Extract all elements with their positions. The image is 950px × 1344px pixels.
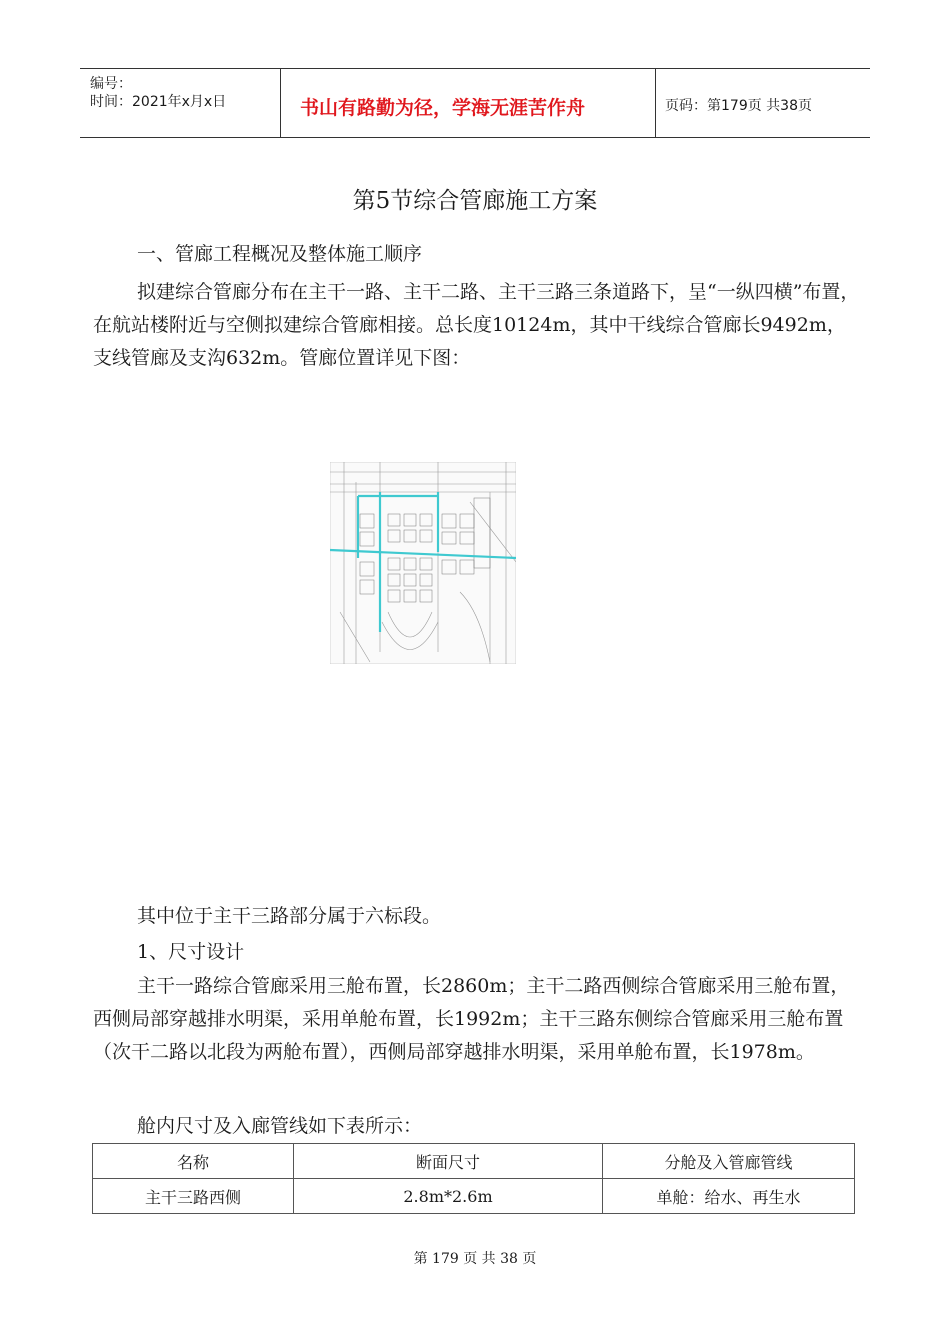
paragraph-table-intro: 舱内尺寸及入廊管线如下表所示： <box>137 1115 423 1137</box>
table-cell: 主干三路西侧 <box>93 1179 294 1214</box>
header-table <box>80 68 870 138</box>
date-line: 时间：2021年x月x日 <box>90 94 227 110</box>
page-info: 页码：第179页 共38页 <box>665 98 812 114</box>
corridor-site-plan <box>330 462 516 664</box>
motto-text: 书山有路勤为径，学海无涯苦作舟 <box>300 97 586 119</box>
code-label: 编号： <box>90 76 132 92</box>
table-cell: 单舱：给水、再生水 <box>603 1179 855 1214</box>
paragraph-overview: 拟建综合管廊分布在主干一路、主干二路、主干三路三条道路下，呈“一纵四横”布置，在航站楼附近与空侧拟建综合管廊相接。总长度10124m，其中干线综合管廊长9492m，支线管廊及支沟632m。管廊位置详见下图： <box>93 281 860 369</box>
table-header-cell: 名称 <box>93 1144 294 1179</box>
table-row <box>93 1179 855 1214</box>
header-left-cell <box>80 69 281 137</box>
page-title: 第5节综合管廊施工方案 <box>352 188 598 214</box>
paragraph-section-note: 其中位于主干三路部分属于六标段。 <box>137 905 442 927</box>
header-page-cell <box>655 69 870 137</box>
table-header-cell: 分舱及入管廊管线 <box>603 1144 855 1179</box>
section2-heading: 1、尺寸设计 <box>137 941 245 963</box>
cabin-size-table <box>92 1143 855 1214</box>
header-motto-cell <box>280 69 656 137</box>
table-cell: 2.8m*2.6m <box>294 1179 603 1214</box>
section1-heading: 一、管廊工程概况及整体施工顺序 <box>137 243 423 265</box>
paragraph-dimensions: 主干一路综合管廊采用三舱布置，长2860m；主干二路西侧综合管廊采用三舱布置，西侧局部穿越排水明渠，采用单舱布置，长1992m；主干三路东侧综合管廊采用三舱布置（次干二路以北段为两舱布置），西侧局部穿越排水明渠，采用单舱布置，长1978m。 <box>93 975 850 1063</box>
page-footer: 第 179 页 共 38 页 <box>413 1251 537 1267</box>
table-header-row <box>93 1144 855 1179</box>
table-header-cell: 断面尺寸 <box>294 1144 603 1179</box>
